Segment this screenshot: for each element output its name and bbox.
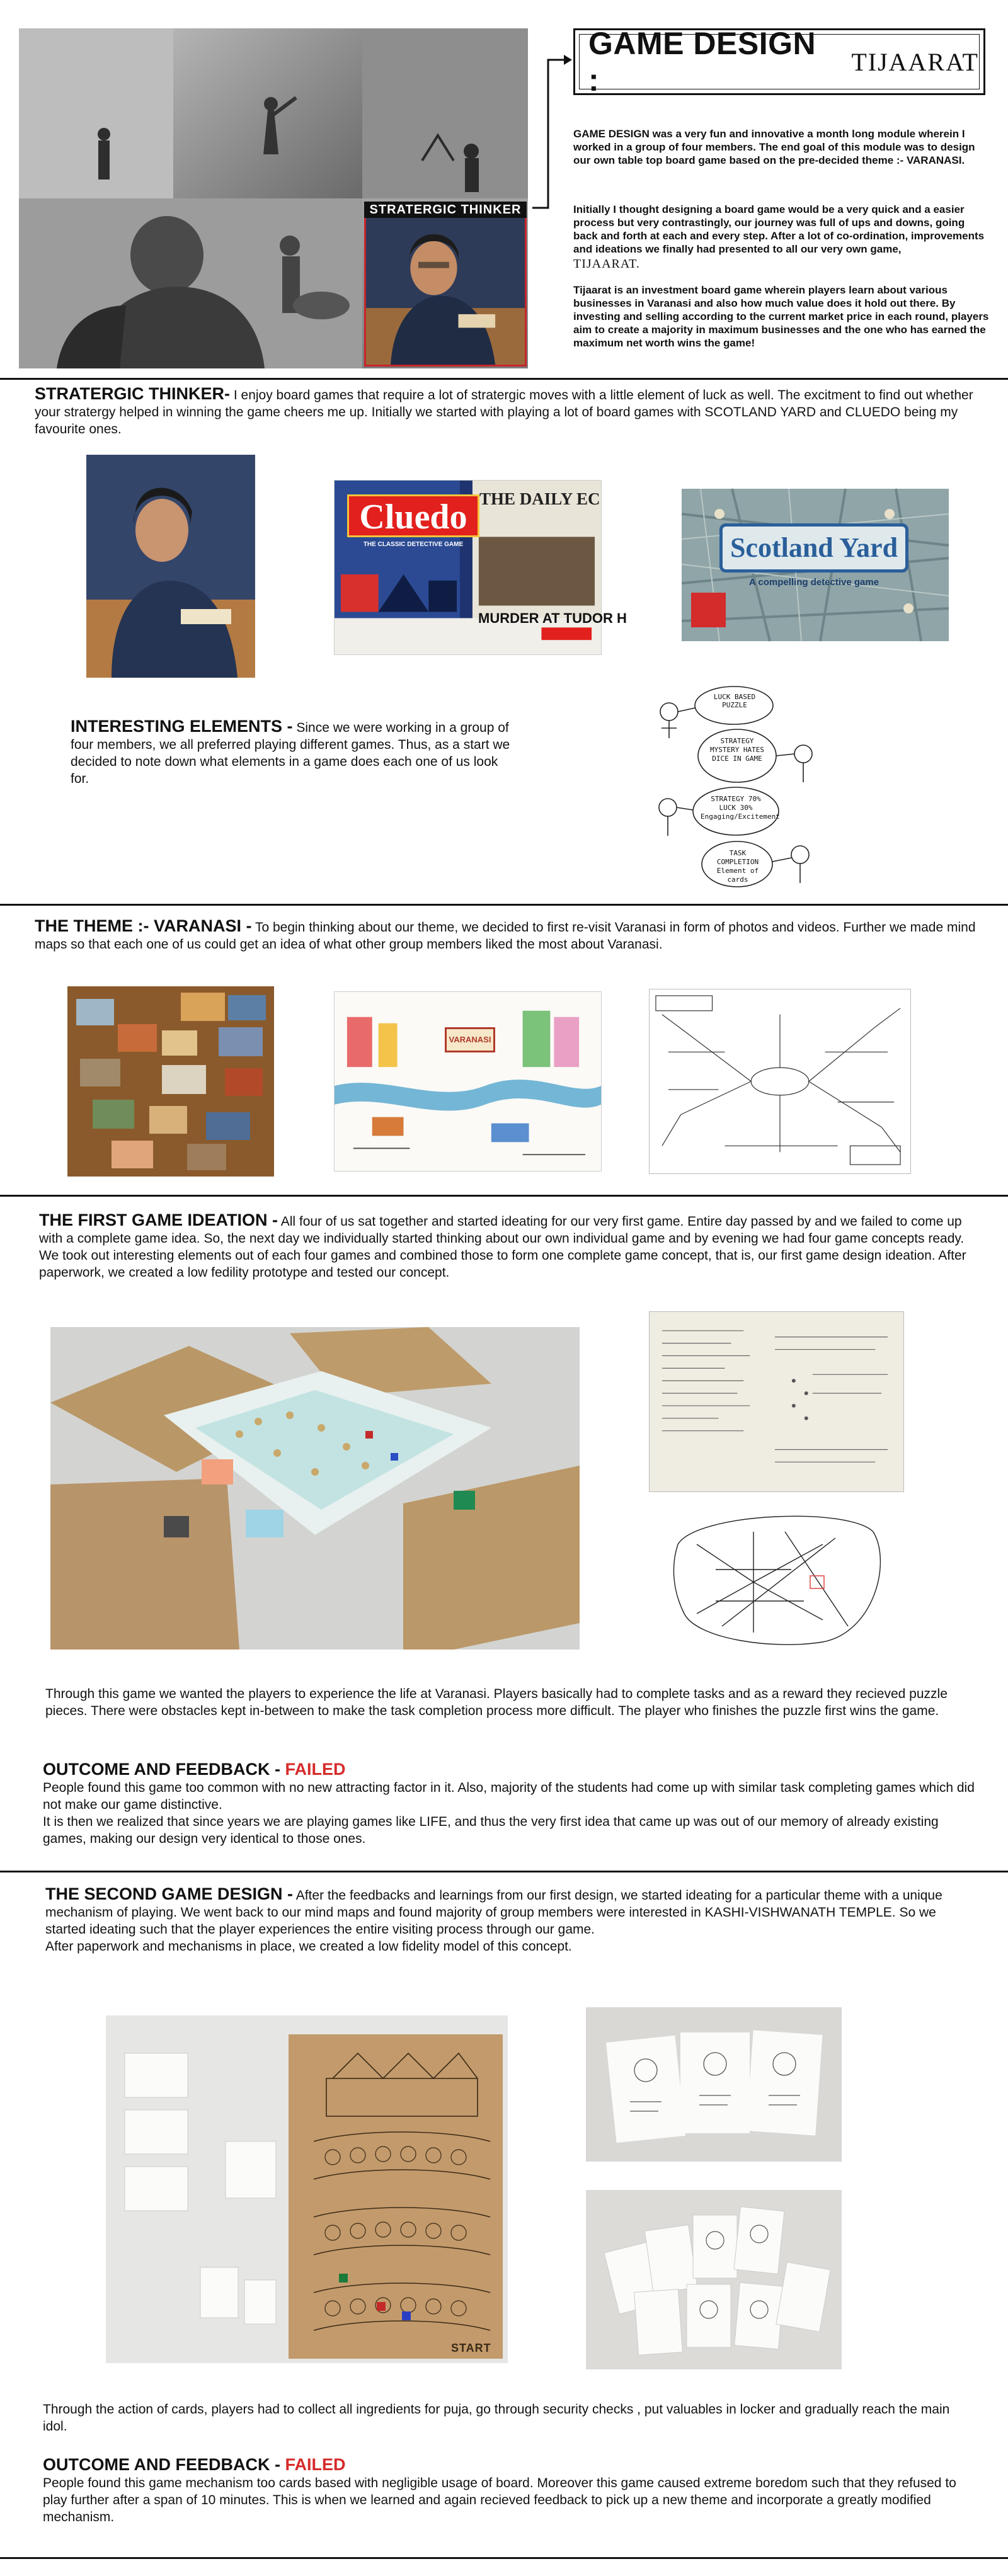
board-start-label: START [451, 2342, 491, 2354]
header-arrow-icon [529, 47, 573, 211]
second-outcome-text: People found this game mechanism too cards based with negligible usage of board. Moreover this game caused extreme boredom such that they refused to play further after a span of 10 minutes. This is when we learned and again recieved feedback to pick up a new theme and incorporate a greatly modified mechanism. [43, 2476, 956, 2524]
theme-text: To begin thinking about our theme, we decided to first re-visit Varanasi in form of photos and videos. Further we made mind maps so that each one of us could get an idea of what other group members liked the most about Varanasi. [35, 920, 976, 952]
intro-paragraph-2: Initially I thought designing a board game would be a very quick and a easier process but very contrastingly, our journey was full of ups and downs, going back and forth at each and every step. After a lot of co-ordination, improvements and ideations we finally had presented to all our very own game, [573, 203, 985, 255]
second-paragraph [45, 1886, 978, 1955]
interesting-sketch [649, 681, 819, 889]
second-cards-photo-1 [586, 2007, 842, 2162]
portrait-caption: STRATERGIC THINKER [364, 202, 527, 218]
title-box [573, 26, 985, 98]
theme-paragraph [35, 918, 980, 953]
divider-4 [0, 1871, 1008, 1872]
second-description: Through the action of cards, players had to collect all ingredients for puja, go through security checks , put valuables in locker and gradually reach the main idol. [43, 2402, 950, 2434]
first-outcome-text2: It is then we realized that since years we are playing games like LIFE, and thus the very first idea that came up was out of our memory of already existing games, making our design very identical to those ones. [43, 1815, 939, 1846]
player-photo-graphic [86, 455, 255, 678]
divider-3 [0, 1195, 1008, 1197]
cluedo-tagline: THE CLASSIC DETECTIVE GAME [363, 541, 464, 548]
cluedo-headline: MURDER AT TUDOR H [478, 610, 627, 626]
scotland-tagline: A compelling detective game [748, 577, 879, 588]
title-box-inner [579, 26, 980, 98]
stratergic-title: STRATERGIC THINKER- [35, 384, 230, 403]
first-text: All four of us sat together and started ideating for our very first game. Entire day passed by and we failed to come up with a complete game idea. So, the next day we individually started thinking about our own individual game and by evening we had four game concepts ready. We took out interesting elements out of each four games and combined those to form one complete game concept, that is, our first game design ideation. After paperwork, we created a low fedility prototype and tested our concept. [39, 1214, 966, 1280]
mind-map-graphic [650, 989, 910, 1173]
scotland-yard-box [682, 489, 949, 641]
first-outcome-status: FAILED [285, 1760, 346, 1779]
first-paper-notes [649, 1311, 904, 1492]
theme-title: THE THEME :- VARANASI - [35, 916, 252, 935]
cluedo-box [334, 480, 627, 655]
stratergic-paragraph [35, 385, 980, 438]
scotland-logo: Scotland Yard [719, 523, 908, 573]
varanasi-photo-board [67, 986, 274, 1177]
second-text: After the feedbacks and learnings from our first design, we started ideating for a particular theme with a unique mechanism of playing. We went back to our mind maps and found majority of group members were interested in KASHI-VISHWANATH TEMPLE. So we started ideating such that the player experiences the entire visiting process through our game. [45, 1888, 942, 1937]
first-outcome-label: OUTCOME AND FEEDBACK - [43, 1760, 285, 1779]
sketch-note-1: LUCK BASED PUZZLE [713, 693, 756, 709]
second-outcome [43, 2456, 982, 2526]
second-prototype-graphic [106, 2015, 508, 2363]
first-outcome [43, 1761, 982, 1847]
stratergic-text: I enjoy board games that require a lot of stratergic moves with a little element of luck as well. The excitment to find out whether your stratergy helped in winning the game cheers me up. Initially we started with playing a lot of board games with SCOTLAND YARD and CLUEDO being my favourite ones. [35, 388, 973, 436]
varanasi-illustrated-map [334, 991, 602, 1171]
sketch-note-3: STRATEGY 70% LUCK 30% Engaging/Excitement [701, 795, 780, 821]
second-text2: After paperwork and mechanisms in place, we created a low fidelity model of this concept. [45, 1939, 572, 1954]
second-outcome-label: OUTCOME AND FEEDBACK - [43, 2455, 285, 2474]
page-title: GAME DESIGN : [588, 26, 816, 98]
varanasi-mind-map [649, 989, 911, 1174]
interesting-paragraph [71, 718, 512, 787]
illustrated-map-graphic [335, 992, 601, 1171]
second-outcome-status: FAILED [285, 2455, 346, 2474]
first-title: THE FIRST GAME IDEATION - [39, 1211, 278, 1229]
interesting-title: INTERESTING ELEMENTS - [71, 717, 293, 736]
first-description: Through this game we wanted the players to experience the life at Varanasi. Players basically had to complete tasks and as a reward they recieved puzzle pieces. There were obstacles kept in-between to make the task completion process more difficult. The player who finishes the puzzle first wins the game. [45, 1687, 948, 1718]
portrait-graphic [366, 203, 525, 365]
divider-2 [0, 904, 1008, 906]
intro-paragraph-1: GAME DESIGN was a very fun and innovative a month long module wherein I worked in a group of four members. The end goal of this module was to design our own table top board game based on the pre-decided theme :- VARANASI. [573, 128, 975, 166]
photo-board-graphic [67, 986, 274, 1177]
game-name: TIJAARAT [851, 47, 979, 76]
prototype-graphic [50, 1327, 580, 1650]
paper-notes-graphic [650, 1312, 903, 1491]
cards-1-graphic [586, 2007, 842, 2162]
first-prototype-photo [50, 1327, 580, 1650]
cards-2-graphic [586, 2190, 842, 2369]
sketch-note-4: TASK COMPLETION Element of cards [716, 849, 759, 884]
cluedo-logo: Cluedo [347, 494, 479, 537]
cluedo-newspaper: THE DAILY EC [479, 489, 600, 508]
divider-1 [0, 378, 1008, 380]
player-photo [86, 455, 255, 678]
interesting-text: Since we were working in a group of four members, we all preferred playing different games. Thus, as a start we decided to note down what elements in a game does each one of us look for. [71, 721, 510, 786]
first-board-sketch [659, 1507, 905, 1650]
second-title: THE SECOND GAME DESIGN - [45, 1884, 294, 1903]
map-label: VARANASI [445, 1027, 495, 1052]
first-outcome-text: People found this game too common with no new attracting factor in it. Also, majority of the students had come up with similar task completing games which did not make our game distinctive. [43, 1781, 975, 1812]
divider-5 [0, 2557, 1008, 2559]
first-paragraph [39, 1212, 984, 1281]
header-portrait-photo [364, 202, 527, 367]
sketch-note-2: STRATEGY MYSTERY HATES DICE IN GAME [709, 737, 765, 763]
intro-signature: TIJAARAT. [573, 257, 640, 271]
board-sketch-graphic [659, 1507, 905, 1650]
intro-paragraph-3: Tijaarat is an investment board game wherein players learn about various businesses in Varanasi and also how much value does it hold out there. By investing and selling according to the current market price in each round, players aim to create a majority in maximum businesses and the one who has earned the maximum net worth wins the game! [573, 284, 989, 349]
second-prototype-photo [106, 2015, 508, 2363]
second-cards-photo-2 [586, 2190, 842, 2369]
